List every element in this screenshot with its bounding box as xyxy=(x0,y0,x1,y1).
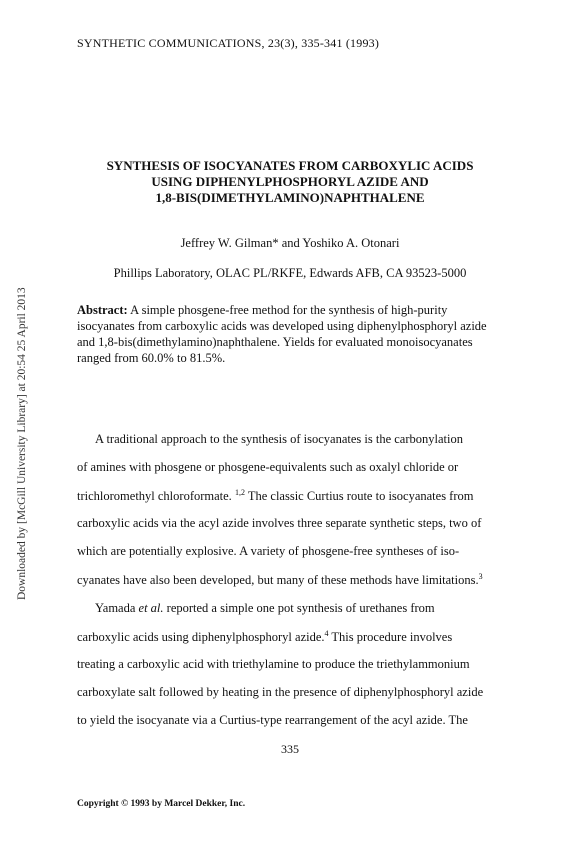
body-line: treating a carboxylic acid with triethylamine to produce the triethylammonium xyxy=(77,657,470,671)
abstract-text: A simple phosgene-free method for the synthesis of high-purity isocyanates from carboxylic acids was developed using diphenylphosphoryl azide and 1,8-bis(dimethylamino)naphthalene. Yields for evaluated monoisocyanates ranged from 60.0% to 81.5%. xyxy=(77,303,487,365)
body-text: This procedure involves xyxy=(331,630,453,644)
body-text: trichloromethyl chloroformate. xyxy=(77,489,232,503)
citation-ref: 3 xyxy=(478,572,483,581)
body-text: carboxylic acids using diphenylphosphoryl azide. xyxy=(77,630,325,644)
body-line: carboxylic acids via the acyl azide involves three separate synthetic steps, two of xyxy=(77,516,482,530)
body-line: of amines with phosgene or phosgene-equivalents such as oxalyl chloride or xyxy=(77,460,459,474)
citation-ref: 4 xyxy=(324,629,329,638)
page-number: 335 xyxy=(281,742,299,756)
body-text: Yamada xyxy=(95,601,139,615)
body-text: cyanates have also been developed, but many of these methods have limitations. xyxy=(77,573,479,587)
body-text: reported a simple one pot synthesis of urethanes from xyxy=(163,601,435,615)
body-line: carboxylate salt followed by heating in the presence of diphenylphosphoryl azide xyxy=(77,685,484,699)
body-line: to yield the isocyanate via a Curtius-type rearrangement of the acyl azide. The xyxy=(77,713,468,727)
body-line xyxy=(77,488,473,504)
body-line xyxy=(95,601,435,616)
body-line xyxy=(77,629,452,645)
authors: Jeffrey W. Gilman* and Yoshiko A. Otonari xyxy=(180,236,400,250)
body-line: which are potentially explosive. A variety of phosgene-free syntheses of iso- xyxy=(77,544,460,558)
citation-ref: 1,2 xyxy=(234,488,245,497)
body-line: A traditional approach to the synthesis of isocyanates is the carbonylation xyxy=(95,432,463,446)
title-line-3: 1,8-BIS(DIMETHYLAMINO)NAPHTHALENE xyxy=(155,190,425,205)
copyright-notice: Copyright © 1993 by Marcel Dekker, Inc. xyxy=(77,799,246,809)
download-watermark: Downloaded by [McGill University Library] at 20:54 25 April 2013 xyxy=(16,287,28,600)
title-line-2: USING DIPHENYLPHOSPHORYL AZIDE AND xyxy=(151,174,429,189)
title-line-1: SYNTHESIS OF ISOCYANATES FROM CARBOXYLIC ACIDS xyxy=(106,158,474,173)
abstract xyxy=(77,302,507,366)
body-text: The classic Curtius route to isocyanates from xyxy=(247,489,474,503)
body-text-italic: et al. xyxy=(138,601,164,615)
journal-header: SYNTHETIC COMMUNICATIONS, 23(3), 335-341 (1993) xyxy=(77,36,380,50)
body-line xyxy=(77,572,483,588)
affiliation: Phillips Laboratory, OLAC PL/RKFE, Edwards AFB, CA 93523-5000 xyxy=(113,266,467,280)
abstract-label: Abstract: xyxy=(77,303,128,317)
